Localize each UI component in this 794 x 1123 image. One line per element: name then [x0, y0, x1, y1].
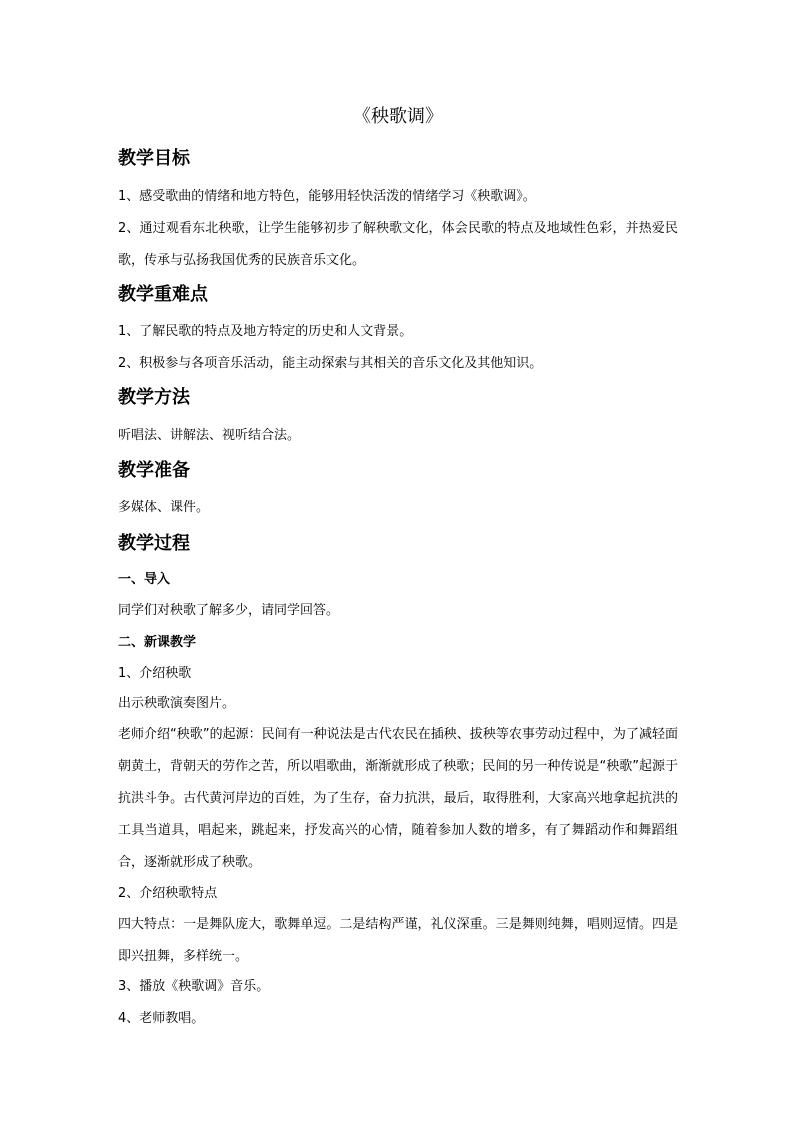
intro-text: 同学们对秧歌了解多少，请同学回答。: [118, 603, 340, 618]
heading-preparation: 教学准备: [118, 460, 190, 481]
step3-label: 3、播放《秧歌调》音乐。: [118, 979, 270, 994]
document-title: 《秧歌调》: [353, 106, 443, 127]
heading-methods: 教学方法: [118, 387, 190, 408]
step1-line: 出示秧歌演奏图片。: [118, 696, 236, 711]
step1-paragraph: 老师介绍“秧歌”的起源：民间有一种说法是古代农民在插秧、拔秧等农事劳动过程中，为了减轻面朝黄土，背朝天的劳作之苦，所以唱歌曲，渐渐就形成了秧歌；民间的另一种传说是“秧歌”起源于抗洪斗争。古代黄河岸边的百姓，为了生存，奋力抗洪，最后，取得胜利，大家高兴地拿起抗洪的工具当道具，唱起来，跳起来，抒发高兴的心情，随着参加人数的增多，有了舞蹈动作和舞蹈组合，逐渐就形成了秧歌。: [118, 727, 678, 870]
goal-item-2: 2、通过观看东北秧歌，让学生能够初步了解秧歌文化，体会民歌的特点及地域性色彩，并热爱民歌，传承与弘扬我国优秀的民族音乐文化。: [118, 221, 678, 268]
step2-label: 2、介绍秧歌特点: [118, 886, 218, 901]
subheading-intro: 一、导入: [118, 572, 171, 587]
heading-goals: 教学目标: [118, 148, 190, 169]
heading-difficulties: 教学重难点: [118, 284, 208, 305]
methods-text: 听唱法、讲解法、视听结合法。: [118, 428, 301, 443]
preparation-text: 多媒体、课件。: [118, 500, 210, 515]
difficulty-item-2: 2、积极参与各项音乐活动，能主动探索与其相关的音乐文化及其他知识。: [118, 356, 543, 371]
step1-label: 1、介绍秧歌: [118, 666, 192, 681]
goal-item-1: 1、感受歌曲的情绪和地方特色，能够用轻快活泼的情绪学习《秧歌调》。: [118, 189, 536, 204]
heading-process: 教学过程: [118, 533, 190, 554]
subheading-new-lesson: 二、新课教学: [118, 635, 197, 650]
difficulty-item-1: 1、了解民歌的特点及地方特定的历史和人文背景。: [118, 324, 413, 339]
step2-paragraph: 四大特点：一是舞队庞大，歌舞单逗。二是结构严谨，礼仪深重。三是舞则纯舞，唱则逗情。四是即兴扭舞，多样统一。: [118, 917, 678, 964]
step4-label: 4、老师教唱。: [118, 1011, 205, 1026]
